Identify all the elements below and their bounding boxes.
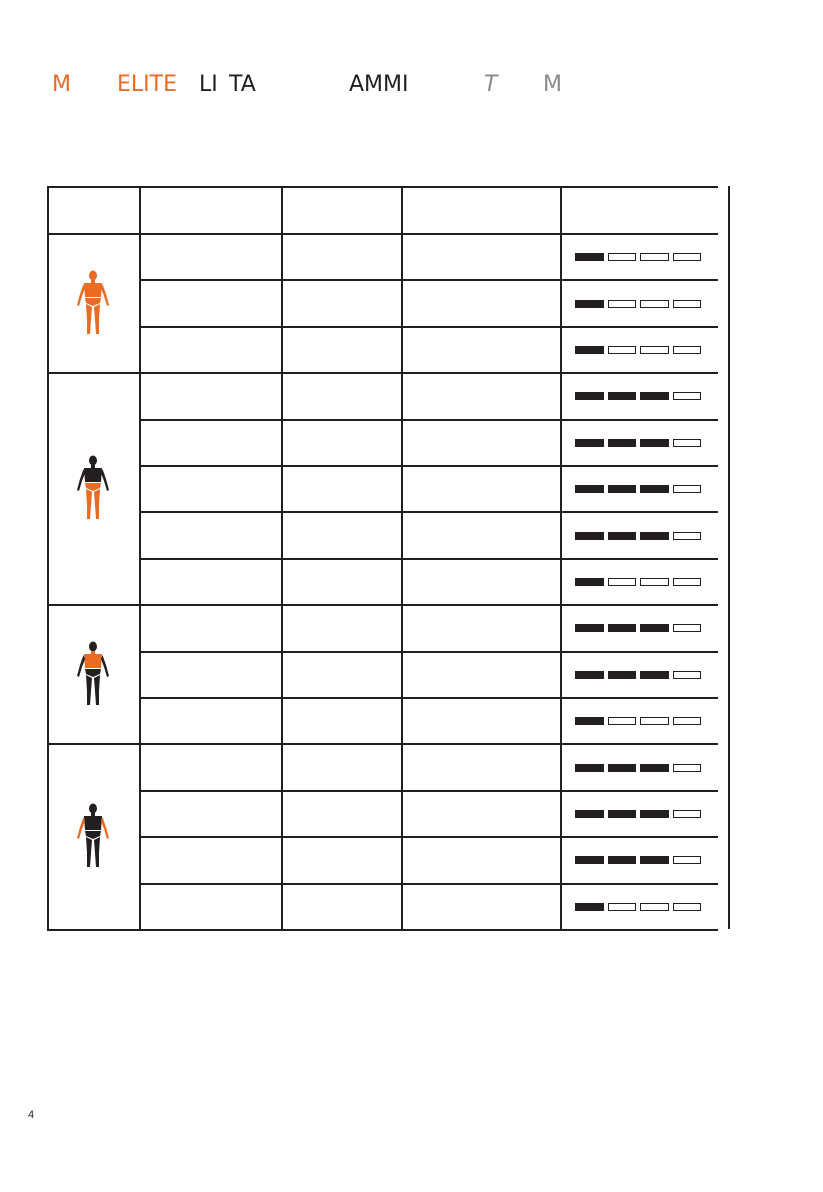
rating-segment-filled xyxy=(575,624,604,632)
rating-segment-filled xyxy=(640,624,669,632)
rating-segment-empty xyxy=(640,253,669,261)
rating-segment-empty xyxy=(673,346,702,354)
rating-segment-filled xyxy=(608,671,637,679)
rating-bar xyxy=(575,764,701,772)
rating-segment-empty xyxy=(608,300,637,308)
rating-segment-empty xyxy=(673,671,702,679)
rating-bar xyxy=(575,578,701,586)
rating-segment-empty xyxy=(673,392,702,400)
rating-segment-filled xyxy=(608,624,637,632)
rating-bar xyxy=(575,253,701,261)
rating-segment-filled xyxy=(575,578,604,586)
body-arms-icon xyxy=(73,803,113,869)
title-part-3: LI xyxy=(199,72,218,97)
rating-segment-filled xyxy=(575,903,604,911)
rating-segment-filled xyxy=(608,439,637,447)
body-figure-full-body xyxy=(73,270,113,341)
rating-segment-empty xyxy=(673,300,702,308)
column-line-1 xyxy=(139,186,141,929)
rating-segment-empty xyxy=(640,903,669,911)
row-separator xyxy=(139,651,718,653)
row-separator xyxy=(139,326,718,328)
rating-segment-empty xyxy=(608,346,637,354)
rating-segment-empty xyxy=(608,253,637,261)
rating-segment-filled xyxy=(575,717,604,725)
row-separator xyxy=(139,419,718,421)
row-separator xyxy=(139,465,718,467)
title-part-6: T xyxy=(484,72,498,97)
rating-bar xyxy=(575,392,701,400)
rating-segment-empty xyxy=(673,717,702,725)
rating-bar xyxy=(575,810,701,818)
group-separator xyxy=(47,929,718,931)
rating-segment-empty xyxy=(673,624,702,632)
rating-segment-empty xyxy=(673,764,702,772)
rating-segment-empty xyxy=(640,300,669,308)
rating-segment-empty xyxy=(673,439,702,447)
rating-segment-filled xyxy=(575,532,604,540)
rating-segment-filled xyxy=(575,764,604,772)
rating-segment-filled xyxy=(640,439,669,447)
rating-segment-filled xyxy=(640,856,669,864)
rating-bar xyxy=(575,439,701,447)
rating-segment-filled xyxy=(640,671,669,679)
rating-segment-filled xyxy=(640,485,669,493)
rating-segment-filled xyxy=(575,300,604,308)
title-part-1: M xyxy=(52,72,71,97)
rating-bar xyxy=(575,346,701,354)
rating-segment-filled xyxy=(575,810,604,818)
rating-segment-empty xyxy=(608,717,637,725)
title-part-2: ELITE xyxy=(117,72,177,97)
rating-segment-filled xyxy=(608,532,637,540)
rating-segment-empty xyxy=(673,856,702,864)
rating-segment-filled xyxy=(608,810,637,818)
column-line-0 xyxy=(47,186,49,929)
rating-bar xyxy=(575,903,701,911)
rating-segment-empty xyxy=(673,810,702,818)
row-separator xyxy=(139,558,718,560)
body-figure-arms xyxy=(73,803,113,874)
rating-segment-empty xyxy=(640,578,669,586)
body-torso-icon xyxy=(73,641,113,707)
rating-segment-filled xyxy=(608,764,637,772)
rating-bar xyxy=(575,300,701,308)
row-separator xyxy=(139,511,718,513)
group-separator xyxy=(47,372,718,374)
table-top-line xyxy=(47,186,718,188)
rating-segment-filled xyxy=(575,485,604,493)
rating-segment-filled xyxy=(575,346,604,354)
column-line-4 xyxy=(560,186,562,929)
rating-segment-filled xyxy=(575,856,604,864)
rating-segment-empty xyxy=(608,903,637,911)
rating-bar xyxy=(575,485,701,493)
rating-bar xyxy=(575,671,701,679)
row-separator xyxy=(139,883,718,885)
rating-segment-empty xyxy=(673,903,702,911)
page-number: 4 xyxy=(28,1109,35,1121)
rating-segment-empty xyxy=(608,578,637,586)
rating-segment-filled xyxy=(575,253,604,261)
rating-bar xyxy=(575,624,701,632)
row-separator xyxy=(139,697,718,699)
rating-bar xyxy=(575,717,701,725)
rating-segment-filled xyxy=(575,671,604,679)
rating-segment-filled xyxy=(608,856,637,864)
row-separator xyxy=(139,279,718,281)
row-separator xyxy=(139,790,718,792)
row-separator xyxy=(139,836,718,838)
rating-segment-empty xyxy=(673,578,702,586)
rating-segment-empty xyxy=(673,532,702,540)
column-line-3 xyxy=(401,186,403,929)
title-part-5: AMMI xyxy=(349,72,409,97)
rating-segment-filled xyxy=(608,485,637,493)
header-bottom-line xyxy=(47,233,718,235)
table-right-line xyxy=(728,186,730,929)
rating-bar xyxy=(575,532,701,540)
rating-segment-empty xyxy=(673,253,702,261)
group-separator xyxy=(47,743,718,745)
body-full-body-icon xyxy=(73,270,113,336)
rating-segment-filled xyxy=(640,532,669,540)
body-lower-body-icon xyxy=(73,455,113,521)
rating-segment-filled xyxy=(640,764,669,772)
rating-segment-empty xyxy=(640,346,669,354)
body-figure-torso xyxy=(73,641,113,712)
rating-segment-empty xyxy=(673,485,702,493)
title-part-4: TA xyxy=(229,72,256,97)
title-part-7: M xyxy=(543,72,562,97)
rating-segment-filled xyxy=(608,392,637,400)
body-figure-lower-body xyxy=(73,455,113,526)
rating-segment-filled xyxy=(575,439,604,447)
rating-segment-filled xyxy=(640,392,669,400)
group-separator xyxy=(47,604,718,606)
rating-segment-filled xyxy=(640,810,669,818)
rating-bar xyxy=(575,856,701,864)
column-line-2 xyxy=(281,186,283,929)
rating-segment-empty xyxy=(640,717,669,725)
rating-segment-filled xyxy=(575,392,604,400)
